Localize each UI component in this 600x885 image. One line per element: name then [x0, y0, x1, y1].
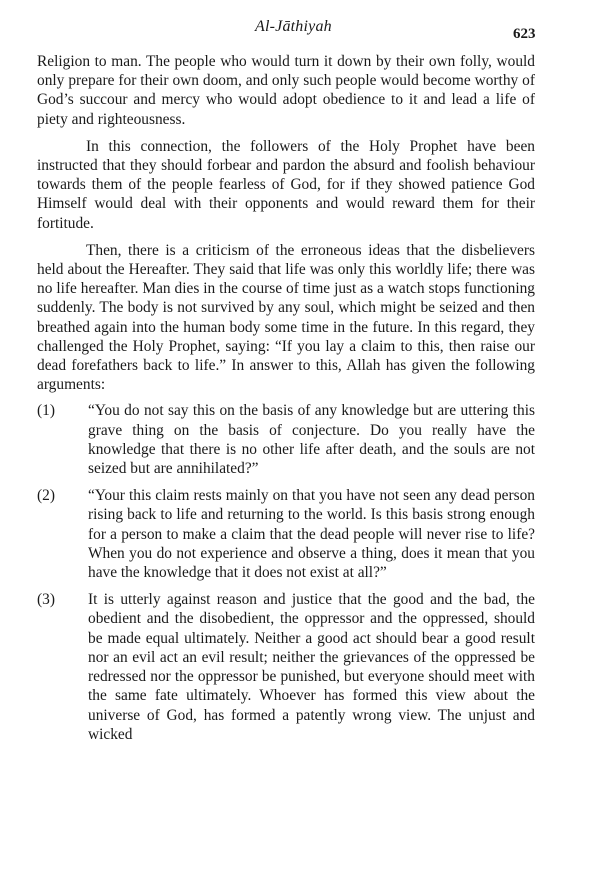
running-header	[0, 16, 600, 46]
paragraph: In this connection, the followers of the Holy Prophet have been instructed that they should forbear and pardon the absurd and foolish behaviour towards them of the people fearless of God, for if they showed patience God Himself would deal with their opponents and would reward them for their fortitude.	[37, 137, 535, 232]
argument-list	[37, 401, 535, 743]
list-item	[37, 486, 535, 582]
list-item-text: “Your this claim rests mainly on that you have not seen any dead person rising back to life and returning to the world. Is this basis strong enough for a person to make a claim that the dead people will never rise to life? When you do not experience and observe a thing, does it mean that you have the knowledge that it does not exist at all?”	[88, 487, 535, 582]
list-item-text: “You do not say this on the basis of any knowledge but are uttering this grave thing on the basis of conjecture. Do you really have the knowledge that there is no other life after death, and the souls are not seized but are annihilated?”	[88, 402, 535, 478]
list-item-text: It is utterly against reason and justice that the good and the bad, the obedient and the disobedient, the oppressor and the oppressed, should be made equal ultimately. Neither a good act should bear a good result nor an evil act an evil result; neither the grievances of the oppressed be redressed nor the oppressor be punished, but everyone should meet with the same fate ultimately. Whoever has formed this view about the universe of God, has formed a patently wrong view. The unjust and wicked	[88, 591, 535, 743]
list-item	[37, 401, 535, 478]
chapter-title: Al-Jāthiyah	[255, 18, 332, 35]
page-body	[37, 52, 535, 744]
list-item-number: (3)	[37, 591, 55, 609]
list-item-number: (1)	[37, 402, 55, 420]
paragraph: Then, there is a criticism of the erroneous ideas that the disbelievers held about the Hereafter. They said that life was only this worldly life; there was no life hereafter. Man dies in the course of time just as a watch stops functioning suddenly. The body is not survived by any soul, which might be seized and then breathed again into the human body some time in the future. In this regard, they challenged the Holy Prophet, saying: “If you lay a claim to this, then raise our dead forefathers back to life.” In answer to this, Allah has given the following arguments:	[37, 241, 535, 394]
list-item	[37, 590, 535, 744]
list-item-number: (2)	[37, 487, 55, 505]
page-number: 623	[513, 26, 536, 42]
paragraph: Religion to man. The people who would turn it down by their own folly, would only prepare for their own doom, and only such people would become worthy of God’s succour and mercy who would adopt obedience to it and lead a life of piety and righteousness.	[37, 53, 535, 128]
